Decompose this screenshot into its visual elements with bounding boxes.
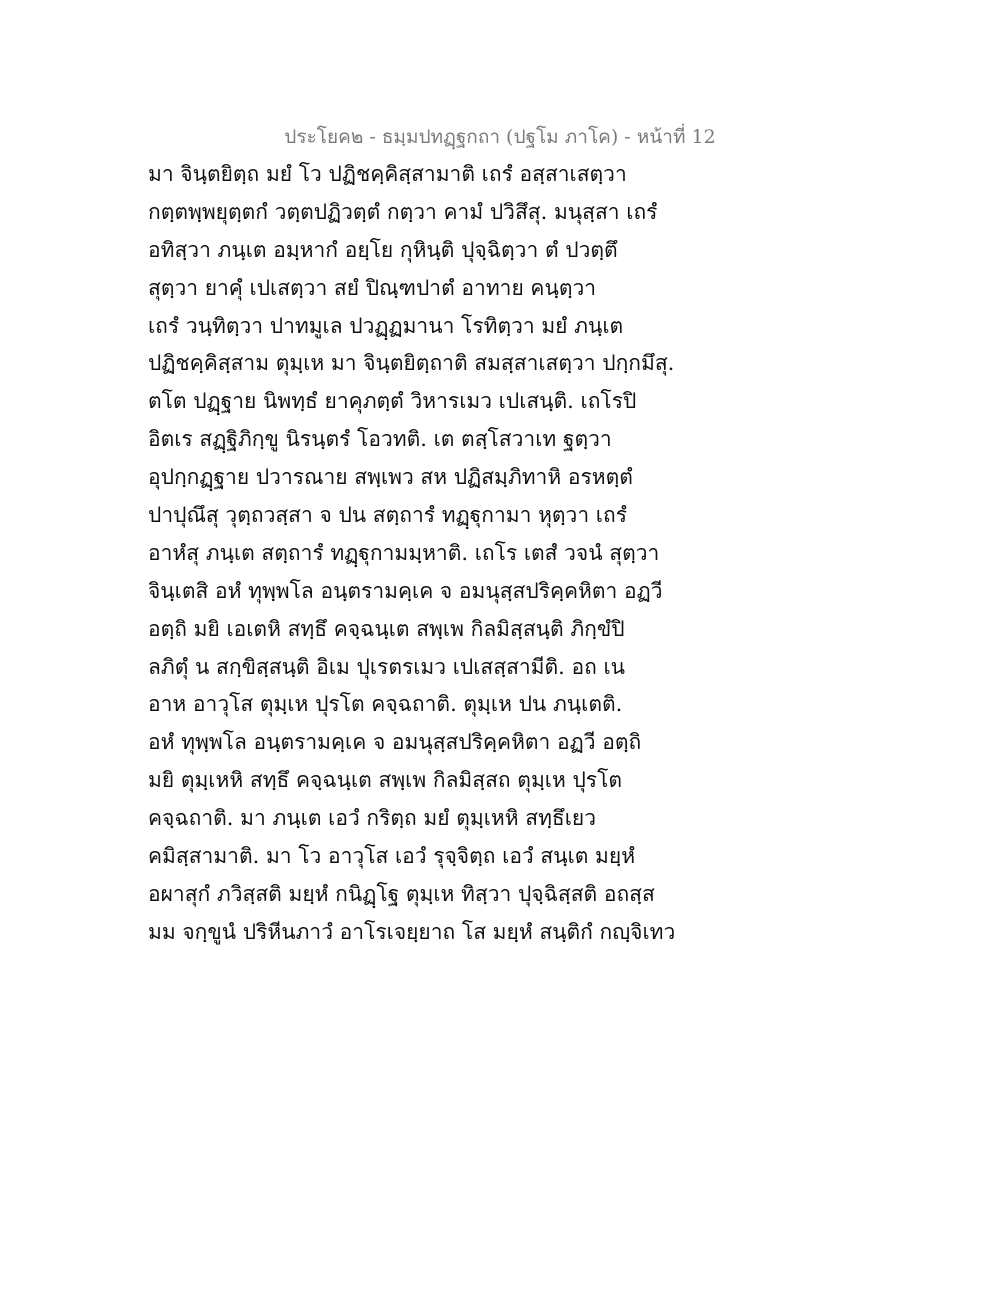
text-line: ปฏิชคฺคิสฺสาม ตุมฺเห มา จินฺตยิตฺถาติ สมสฺสาเสตฺวา ปกฺกมึสุ. <box>148 351 675 376</box>
text-line: ปาปุณึสุ วุตฺถวสฺสา จ ปน สตฺถารํ ทฏฺฐุกามา หุตฺวา เถรํ <box>148 503 627 528</box>
text-line: จินฺเตสิ อหํ ทุพฺพโล อนฺตรามคฺเค จ อมนุสฺสปริคฺคหิตา อฏวี <box>148 578 663 603</box>
text-line: อิตเร สฏฺฐิภิกฺขู นิรนฺตรํ โอวทติ. เต ตสฺโสวาเท ฐตฺวา <box>148 427 612 452</box>
text-line: มา จินฺตยิตฺถ มยํ โว ปฏิชคฺคิสฺสามาติ เถรํ อสฺสาเสตฺวา <box>148 162 627 186</box>
text-line: มม จกฺขูนํ ปริหีนภาวํ อาโรเจยฺยาถ โส มยฺหํ สนฺติกํ กญฺจิเทว <box>148 919 676 944</box>
text-line: อาหํสุ ภนฺเต สตฺถารํ ทฏฺฐุกามมฺหาติ. เถโร เตสํ วจนํ สุตฺวา <box>148 540 660 565</box>
text-line: อทิสฺวา ภนฺเต อมฺหากํ อยฺโย กุหินฺติ ปุจฺฉิตฺวา ตํ ปวตฺตึ <box>148 237 618 262</box>
text-line: อุปกฺกฏฺฐาย ปวารณาย สพฺเพว สห ปฏิสมฺภิทาหิ อรหตฺตํ <box>148 465 633 490</box>
body-text <box>148 156 868 952</box>
text-line: มยิ ตุมฺเหหิ สทฺธึ คจฺฉนฺเต สพฺเพ กิลมิสฺสถ ตุมฺเห ปุรโต <box>148 768 623 793</box>
running-header: ประโยค๒ - ธมฺมปทฏฺฐกถา (ปฐโม ภาโค) - หน้าที่ 12 <box>284 126 716 148</box>
text-line: เถรํ วนฺทิตฺวา ปาทมูเล ปวฏฺฏมานา โรทิตฺวา มยํ ภนฺเต <box>148 313 624 338</box>
text-line: กตฺตพฺพยุตฺตกํ วตฺตปฏิวตฺตํ กตฺวา คามํ ปวิสึสุ. มนุสฺสา เถรํ <box>148 199 658 224</box>
text-line: คจฺฉถาติ. มา ภนฺเต เอวํ กริตฺถ มยํ ตุมฺเหหิ สทฺธึเยว <box>148 806 597 831</box>
text-line: อผาสุกํ ภวิสฺสติ มยฺหํ กนิฏฺโฐ ตุมฺเห ทิสฺวา ปุจฺฉิสฺสติ อถสฺส <box>148 881 655 906</box>
text-line: ลภิตุํ น สกฺขิสฺสนฺติ อิเม ปุเรตรเมว เปเสสฺสามีติ. อถ เน <box>148 654 626 679</box>
text-line: อาห อาวุโส ตุมฺเห ปุรโต คจฺฉถาติ. ตุมฺเห ปน ภนฺเตติ. <box>148 692 623 717</box>
text-line: ตโต ปฏฺฐาย นิพทฺธํ ยาคุภตฺตํ วิหารเมว เปเสนฺติ. เถโรปิ <box>148 389 637 414</box>
text-line: อหํ ทุพฺพโล อนฺตรามคฺเค จ อมนุสฺสปริคฺคหิตา อฏวี อตฺถิ <box>148 730 642 755</box>
text-line: สุตฺวา ยาคุํ เปเสตฺวา สยํ ปิณฺฑปาตํ อาทาย คนฺตฺวา <box>148 275 597 300</box>
text-line: คมิสฺสามาติ. มา โว อาวุโส เอวํ รุจฺจิตฺถ เอวํ สนฺเต มยฺหํ <box>148 844 636 869</box>
text-line: อตฺถิ มยิ เอเตหิ สทฺธึ คจฺฉนฺเต สพฺเพ กิลมิสฺสนฺติ ภิกฺขํปิ <box>148 616 625 641</box>
